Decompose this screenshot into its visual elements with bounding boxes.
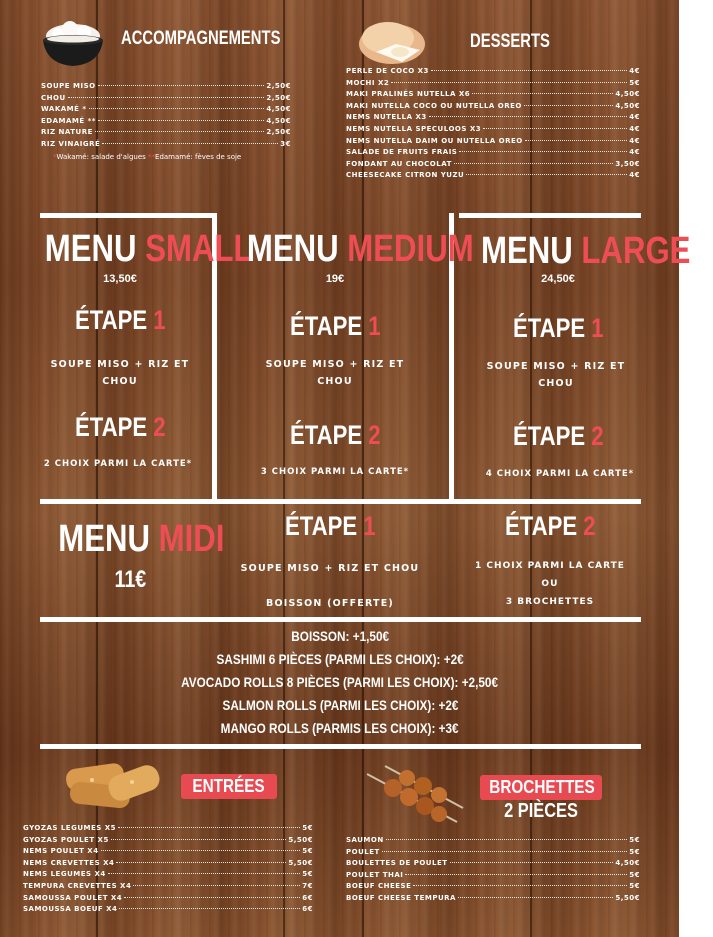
menu-midi-drink: BOISSON (OFFERTE) [266,598,394,609]
item-price: 5€ [629,78,640,87]
divider [40,744,641,749]
divider [40,213,216,218]
leader-dots [405,874,627,875]
brochettes-subtitle: 2 PIÈCES [504,800,578,822]
leader-dots [98,120,264,121]
menu-item [346,67,640,79]
leader-dots [450,862,614,863]
leader-dots [391,82,627,83]
item-price: 4,50€ [615,101,640,110]
menu-small-title: MENU SMALL [44,228,253,270]
item-label: EDAMAMÉ ** [41,116,96,125]
item-price: 6€ [302,893,313,902]
leader-dots [429,116,628,117]
item-price: 5,50€ [288,835,313,844]
leader-dots [413,885,627,886]
menu-item [23,870,313,882]
menu-item [346,871,640,883]
item-price: 4€ [629,136,640,145]
item-label: CHOU [41,93,66,102]
menu-small-step1: ÉTAPE 1 [74,305,166,335]
menu-midi-step1: ÉTAPE 1 [284,511,376,541]
leader-dots [116,862,286,863]
leader-dots [524,105,613,106]
leader-dots [98,85,265,86]
menu-midi-step1-desc: SOUPE MISO + RIZ ET CHOU [240,563,420,574]
leader-dots [95,131,264,132]
item-label: PERLE DE COCO X3 [346,67,429,75]
item-label: POULET [346,847,380,856]
item-label: RIZ VINAIGRÉ [41,139,101,148]
leader-dots [458,897,613,898]
leader-dots [382,851,627,852]
leader-dots [472,93,613,94]
item-label: GYOZAS POULET X5 [23,835,109,844]
menu-small-step2: ÉTAPE 2 [74,412,166,442]
brochettes-list [346,836,640,906]
brochettes-title: BROCHETTES [480,775,602,800]
menu-item [346,79,640,91]
entrees-list [23,824,313,917]
menu-large-step2: ÉTAPE 2 [512,421,604,451]
item-label: NEMS LEGUMES X4 [23,870,106,879]
leader-dots [483,128,627,129]
item-label: NEMS POULET X4 [23,847,99,856]
leader-dots [133,885,300,886]
supplement-line: BOISSON: +1,50€ [291,628,389,644]
menu-midi-price: 11€ [114,566,146,593]
item-label: FONDANT AU CHOCOLAT [346,159,452,168]
item-price: 6€ [302,905,313,914]
menu-item [346,90,640,102]
menu-midi-step2-or: OU [541,579,559,589]
item-label: SAMOUSSA POULET X4 [23,893,123,902]
entrees-title: ENTRÉES [181,774,277,799]
menu-item [23,882,313,894]
item-label: MAKI NUTELLA COCO OU NUTELLA OREO [346,101,522,110]
item-label: WAKAMÉ * [41,105,87,114]
leader-dots [111,839,287,840]
menu-item [346,894,640,906]
menu-medium-price: 19€ [325,273,345,285]
leader-dots [466,174,627,175]
item-price: 5€ [629,847,640,856]
menu-item [41,105,291,117]
leader-dots [102,143,278,144]
brochettes-icon [365,764,465,830]
mochi-icon [356,14,428,66]
menu-small-step2-desc: 2 CHOIX PARMI LA CARTE* [43,459,193,469]
leader-dots [459,151,627,152]
item-label: GYOZAS LEGUMES X5 [23,824,116,832]
menu-midi-title: MENU MIDI [58,518,225,560]
item-label: NEMS CREVETTES X4 [23,858,115,867]
item-price: 5€ [302,824,313,832]
rice-bowl-icon [40,14,106,70]
leader-dots [386,839,628,840]
item-label: SAMOUSSA BOEUF X4 [23,905,118,914]
menu-item [23,894,313,906]
item-price: 5€ [302,870,313,879]
item-price: 5€ [629,870,640,879]
item-price: 7€ [302,881,313,890]
menu-midi-step2-desc-b: 3 BROCHETTES [505,597,595,607]
leader-dots [68,97,265,98]
menu-large-price: 24,50€ [541,273,575,285]
supplement-line: AVOCADO ROLLS 8 PIÈCES (PARMI LES CHOIX): +2,50€ [181,674,499,690]
menu-midi-step2: ÉTAPE 2 [504,511,596,541]
item-label: BOEUF CHEESE [346,882,412,891]
item-price: 2,50€ [266,128,291,137]
menu-item [23,905,313,917]
leader-dots [119,908,300,909]
menu-item [23,836,313,848]
item-price: 4,50€ [615,859,640,868]
leader-dots [454,163,613,164]
item-price: 4€ [629,148,640,157]
item-price: 5€ [629,836,640,844]
supplement-line: SASHIMI 6 PIÈCES (PARMI LES CHOIX): +2€ [216,651,464,667]
item-price: 4€ [629,171,640,180]
menu-item [41,117,291,129]
item-label: NEMS NUTELLA X3 [346,113,427,122]
item-price: 2,50€ [266,82,291,90]
menu-item [41,128,291,140]
menu-large-step1: ÉTAPE 1 [512,313,604,343]
divider [40,499,641,504]
menu-medium-step1-desc: SOUPE MISO + RIZ ET CHOU [265,359,405,387]
menu-item [346,160,640,172]
menu-item [346,836,640,848]
menu-medium-step2: ÉTAPE 2 [289,420,381,450]
menu-small-step1-desc: SOUPE MISO + RIZ ET CHOU [50,359,190,387]
item-label: POULET THAI [346,870,404,879]
item-price: 5,50€ [288,858,313,867]
item-price: 4,50€ [266,105,291,114]
menu-item [346,148,640,160]
menu-item [346,113,640,125]
item-label: RIZ NATURE [41,128,93,137]
item-label: NEMS NUTELLA DAIM OU NUTELLA OREO [346,136,523,145]
item-label: SALADE DE FRUITS FRAIS [346,148,458,157]
menu-item [346,882,640,894]
menu-item [23,847,313,859]
item-price: 2,50€ [266,93,291,102]
menu-item [23,824,313,836]
leader-dots [108,873,301,874]
menu-large-step2-desc: 4 CHOIX PARMI LA CARTE* [485,469,635,479]
item-price: 4€ [629,113,640,122]
item-price: 4€ [629,67,640,75]
item-price: 5€ [302,847,313,856]
menu-item [346,137,640,149]
accompagnements-title: ACCOMPAGNEMENTS [121,28,281,49]
menu-midi-step2-desc-a: 1 CHOIX PARMI LA CARTE [475,561,625,571]
item-label: MOCHI X2 [346,78,390,87]
menu-item [346,859,640,871]
menu-item [346,848,640,860]
menu-large-title: MENU LARGE [480,230,691,272]
menu-small-price: 13,50€ [103,273,137,285]
leader-dots [431,70,627,71]
leader-dots [89,108,265,109]
item-price: 4,50€ [615,90,640,99]
supplement-line: MANGO ROLLS (PARMIS LES CHOIX): +3€ [221,720,459,736]
item-label: NEMS NUTELLA SPECULOOS X3 [346,124,482,133]
item-label: TEMPURA CREVETTES X4 [23,881,132,890]
menu-item [346,125,640,137]
menu-large-step1-desc: SOUPE MISO + RIZ ET CHOU [486,361,626,389]
menu-medium-title: MENU MEDIUM [246,228,474,270]
item-label: SOUPE MISO [41,82,96,90]
menu-item [41,94,291,106]
item-label: MAKI PRALINÉS NUTELLA X6 [346,90,471,99]
menu-item [23,859,313,871]
item-label: CHEESECAKE CITRON YUZU [346,171,465,180]
item-label: BOEUF CHEESE TEMPURA [346,893,456,902]
item-price: 5€ [629,882,640,891]
leader-dots [118,827,300,828]
divider [40,617,641,622]
item-price: 5,50€ [615,893,640,902]
item-label: SAUMON [346,836,384,844]
desserts-title: DESSERTS [470,31,550,52]
nems-icon [62,758,166,814]
menu-item [41,82,291,94]
menu-medium-step2-desc: 3 CHOIX PARMI LA CARTE* [260,467,410,477]
menu-item [41,140,291,152]
item-price: 3€ [280,139,291,148]
leader-dots [101,850,301,851]
item-price: 4€ [629,124,640,133]
desserts-list [346,67,640,183]
item-price: 3,50€ [615,159,640,168]
menu-medium-step1: ÉTAPE 1 [289,311,381,341]
leader-dots [525,140,628,141]
accompagnements-footnote: *Wakamé: salade d'algues **Edamamé: fèves de soje [53,153,242,161]
leader-dots [124,897,300,898]
menu-item [346,102,640,114]
item-price: 4,50€ [266,116,291,125]
item-label: BOULETTES DE POULET [346,859,448,868]
accompagnements-list [41,82,291,152]
supplement-line: SALMON ROLLS (PARMI LES CHOIX): +2€ [222,697,458,713]
menu-item [346,171,640,183]
divider [459,213,641,218]
